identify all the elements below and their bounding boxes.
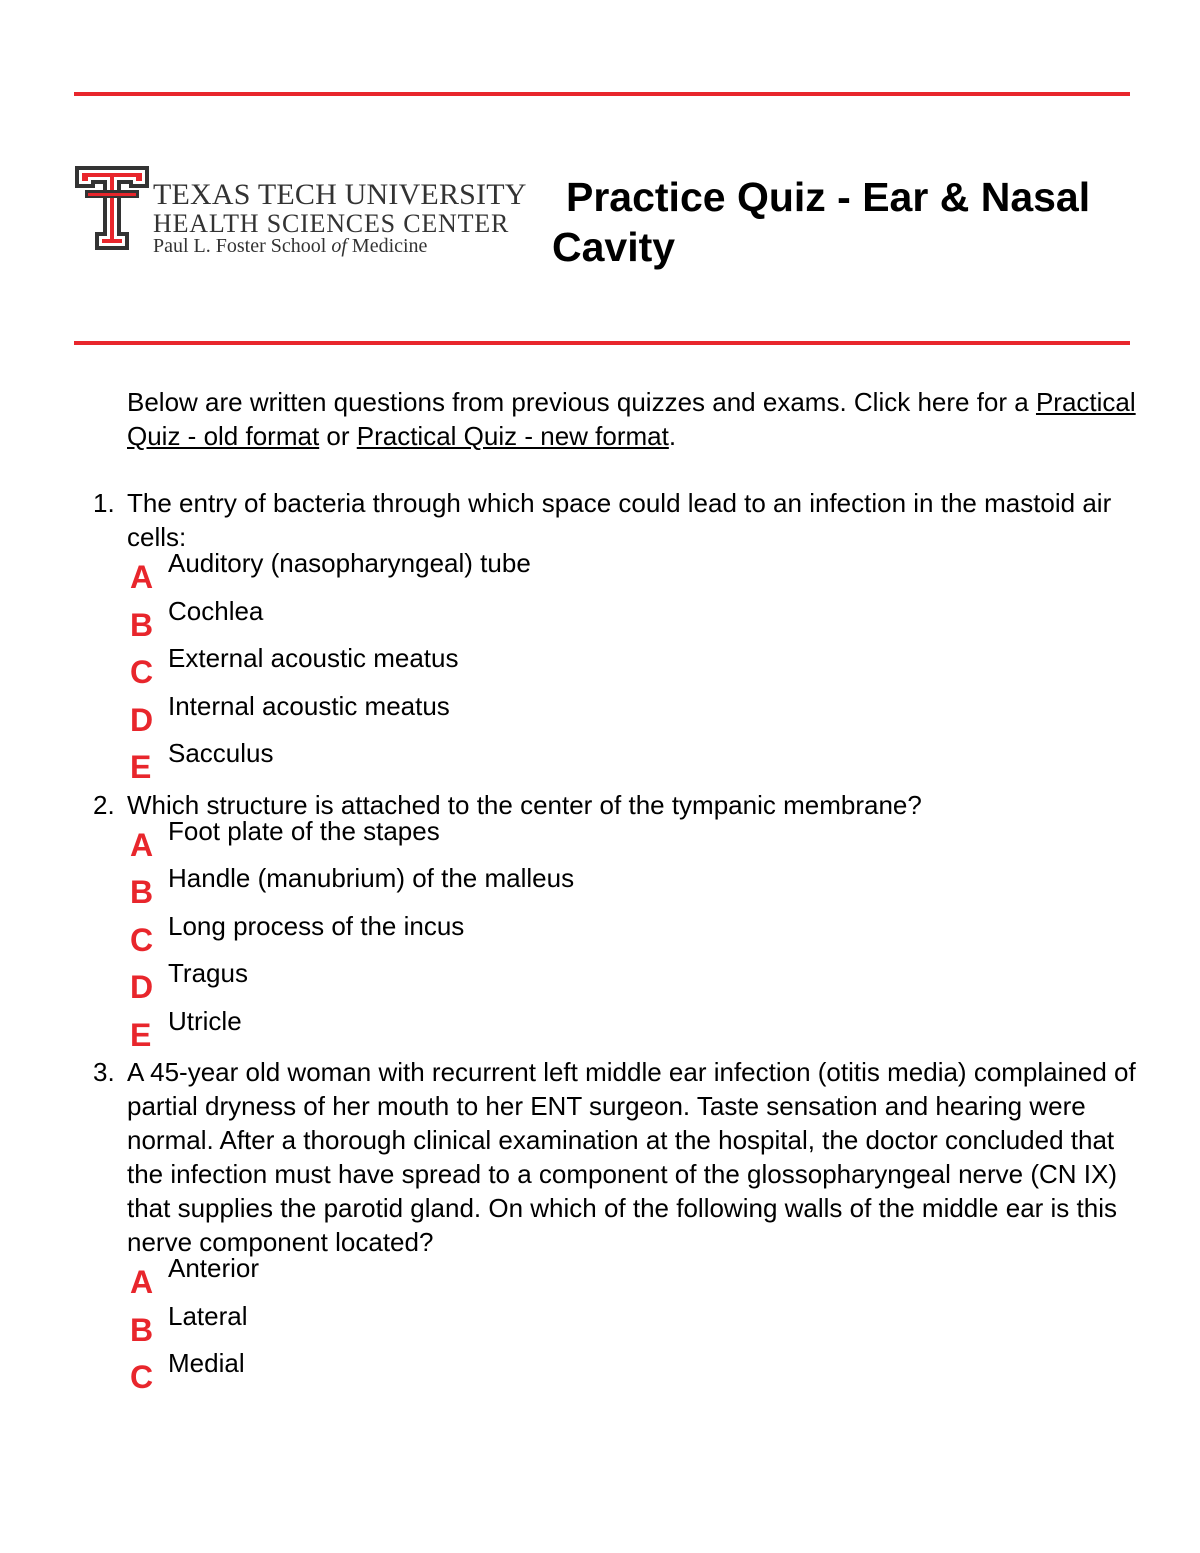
choice-letter-icon: D — [130, 969, 154, 1005]
choice-text: Sacculus — [168, 738, 274, 768]
choice-letter-icon: D — [130, 701, 154, 738]
header-bottom-rule — [74, 341, 1130, 345]
answer-choice — [127, 548, 1137, 602]
choice-letter-icon: C — [130, 921, 154, 958]
answer-choice — [127, 738, 1137, 792]
choice-letter-icon: A — [130, 559, 154, 595]
practical-quiz-old-format-link[interactable]: Practical Quiz - old format — [127, 387, 1136, 451]
logo-line-school: Paul L. Foster School of Medicine — [153, 235, 428, 257]
choice-text: Medial — [168, 1348, 245, 1378]
choice-text: Auditory (nasopharyngeal) tube — [168, 548, 531, 578]
question-number: 3. — [93, 1057, 115, 1087]
choice-text: Foot plate of the stapes — [168, 815, 440, 846]
double-t-logo-icon — [73, 162, 151, 254]
question-number: 1. — [93, 488, 115, 518]
question-item — [93, 788, 1137, 1060]
choice-text: Anterior — [168, 1253, 260, 1283]
page-title: Practice Quiz - Ear & Nasal Cavity — [552, 174, 1091, 270]
choice-letter-icon: C — [130, 654, 154, 690]
choice-letter-icon: A — [130, 1264, 154, 1300]
answer-choice — [127, 958, 1137, 1012]
answer-choices — [127, 815, 1137, 1060]
question-text: The entry of bacteria through which space could lead to an infection in the mastoid air cells: — [127, 488, 1112, 552]
choice-letter-icon: B — [130, 1311, 154, 1348]
practical-quiz-new-format-link[interactable]: Practical Quiz - new format — [356, 421, 669, 451]
logo-line-hsc: HEALTH SCIENCES CENTER — [153, 209, 510, 238]
choice-letter-icon: B — [130, 874, 154, 910]
choice-text: Tragus — [168, 958, 248, 988]
answer-choice — [127, 910, 1137, 965]
answer-choice — [127, 1300, 1137, 1355]
choice-letter-icon: E — [130, 1016, 152, 1053]
choice-text: Handle (manubrium) of the malleus — [168, 863, 575, 893]
answer-choice — [127, 1005, 1137, 1060]
question-list — [93, 486, 1137, 1402]
intro-paragraph: Below are written questions from previous quizzes and exams. Click here for a Practical Quiz - old format or Practical Quiz - new format. — [127, 387, 1136, 451]
question-text: A 45-year old woman with recurrent left middle ear infection (otitis media) complained of partial dryness of her mouth to her ENT surgeon. Taste sensation and hearing were normal. After a thorough clinical examination at the hospital, the doctor concluded that the infection must have spread to a component of the glossopharyngeal nerve (CN IX) that supplies the parotid gland. On which of the following walls of the middle ear is this nerve component located? — [127, 1057, 1136, 1257]
question-item — [93, 486, 1137, 792]
choice-letter-icon: E — [130, 749, 152, 785]
answer-choice — [127, 1348, 1137, 1402]
choice-text: Utricle — [168, 1005, 242, 1036]
choice-letter-icon: A — [130, 826, 154, 863]
choice-text: Cochlea — [168, 595, 264, 626]
choice-text: External acoustic meatus — [168, 643, 459, 673]
logo-line-university: TEXAS TECH UNIVERSITY — [153, 178, 527, 211]
header-top-rule — [74, 92, 1130, 96]
university-logo — [73, 162, 553, 256]
choice-letter-icon: C — [130, 1359, 154, 1395]
answer-choice — [127, 690, 1137, 745]
answer-choices — [127, 1253, 1137, 1402]
choice-text: Lateral — [168, 1300, 248, 1331]
answer-choice — [127, 1253, 1137, 1307]
question-item — [93, 1055, 1137, 1402]
question-number: 2. — [93, 789, 115, 820]
choice-text: Internal acoustic meatus — [168, 690, 450, 721]
quiz-content — [93, 385, 1137, 1402]
answer-choices — [127, 548, 1137, 792]
choice-text: Long process of the incus — [168, 910, 465, 941]
question-text: Which structure is attached to the center of the tympanic membrane? — [127, 789, 922, 820]
choice-letter-icon: B — [130, 606, 154, 643]
